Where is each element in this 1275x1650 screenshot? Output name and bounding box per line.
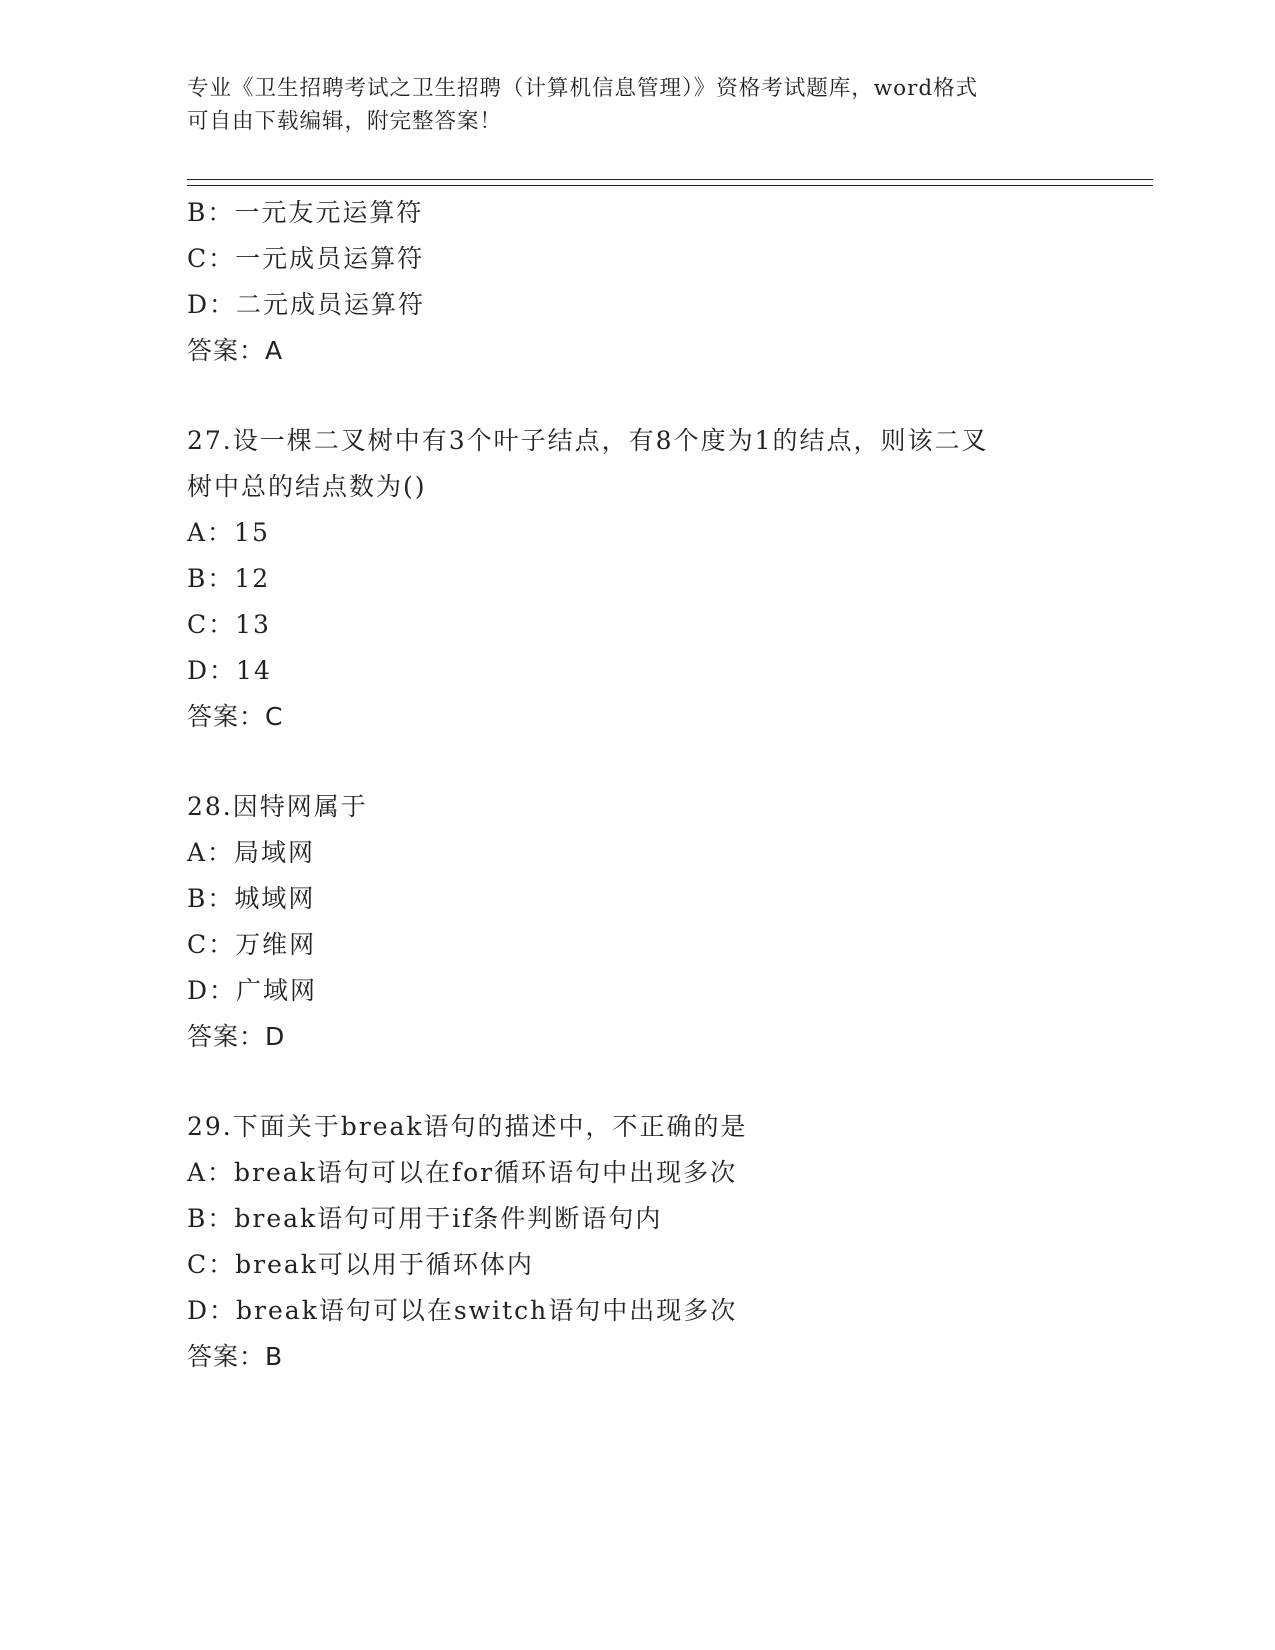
option-b: B：12 [187, 564, 271, 593]
question-text-line-2: 树中总的结点数为() [187, 472, 427, 501]
option-c: C：13 [187, 610, 271, 639]
header-rule-top [187, 179, 1153, 180]
option-c: C：万维网 [187, 930, 317, 959]
question-list [187, 190, 1127, 1380]
option-d: D：广域网 [187, 976, 318, 1005]
question-text: 29.下面关于break语句的描述中，不正确的是 [187, 1112, 748, 1141]
spacer [187, 1060, 1127, 1104]
spacer [187, 740, 1127, 784]
option-d: D：14 [187, 656, 272, 685]
spacer [187, 374, 1127, 418]
option-d: D：break语句可以在switch语句中出现多次 [187, 1296, 738, 1325]
question-28 [187, 784, 1127, 1060]
question-26-tail [187, 190, 1127, 374]
answer: 答案：B [187, 1342, 284, 1371]
option-a: A：15 [187, 518, 270, 547]
question-29 [187, 1104, 1127, 1380]
answer: 答案：A [187, 336, 284, 365]
option-c: C：一元成员运算符 [187, 244, 425, 273]
option-a: A：break语句可以在for循环语句中出现多次 [187, 1158, 738, 1187]
option-d: D：二元成员运算符 [187, 290, 426, 319]
option-c: C：break可以用于循环体内 [187, 1250, 534, 1279]
question-text-line-1: 27.设一棵二叉树中有3个叶子结点，有8个度为1的结点，则该二叉 [187, 426, 989, 455]
answer: 答案：D [187, 1022, 286, 1051]
option-a: A：局域网 [187, 838, 316, 867]
header-line-1: 专业《卫生招聘考试之卫生招聘（计算机信息管理）》资格考试题库，word格式 [187, 76, 979, 101]
question-27 [187, 418, 1127, 740]
option-b: B：一元友元运算符 [187, 198, 424, 227]
answer: 答案：C [187, 702, 284, 731]
option-b: B：break语句可用于if条件判断语句内 [187, 1204, 663, 1233]
header-line-2: 可自由下载编辑，附完整答案！ [187, 109, 503, 134]
question-text: 28.因特网属于 [187, 792, 368, 821]
page-header [187, 72, 1067, 138]
option-b: B：城域网 [187, 884, 316, 913]
header-rule-bottom [187, 185, 1153, 186]
